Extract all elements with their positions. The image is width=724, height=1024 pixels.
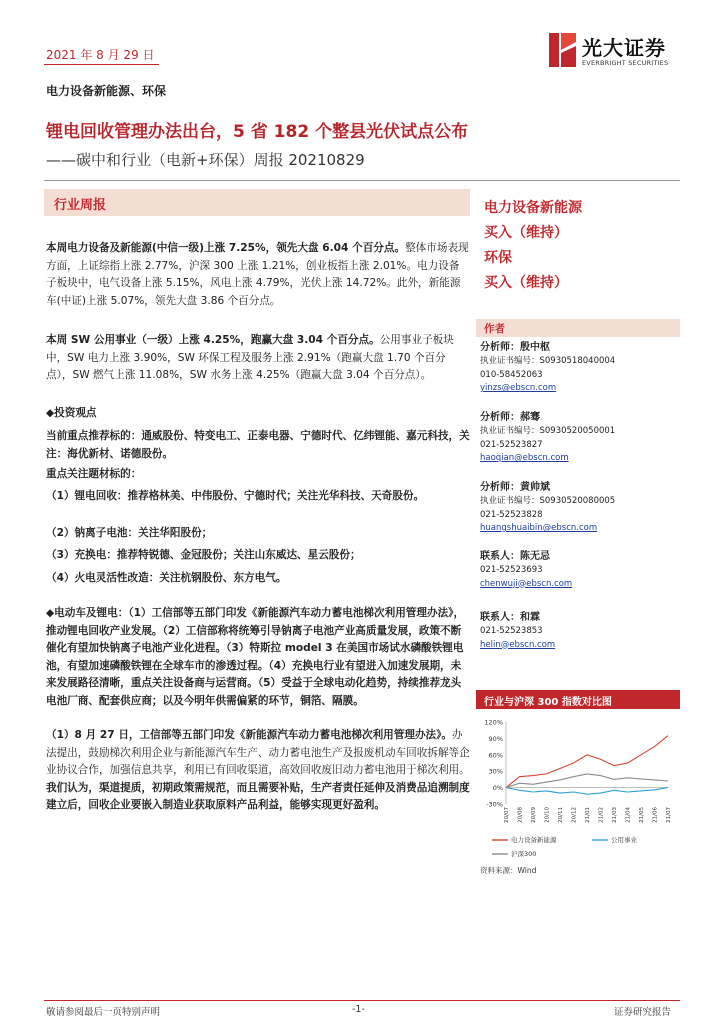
x-tick-label: 21/01 [585,807,591,823]
logo-name-en: EVERBRIGHT SECURITIES [582,59,669,67]
x-tick-label: 20/12 [571,807,578,823]
y-tick-label: 0% [492,784,503,793]
rating-value-1: 买入（维持） [484,225,568,241]
x-tick-label: 21/07 [666,807,672,823]
paragraph-recycling-body: 办法提出，鼓励梯次利用企业与新能源汽车生产、动力蓄电池生产及报废机动车回收拆解等企业协议合作，加强信息共享，利用已有回收渠道，高效回收废旧动力蓄电池用于梯次利用。 [46,729,470,776]
section-tag [44,189,470,216]
contact-email-link[interactable]: helin@ebscn.com [480,639,556,650]
series-line [506,736,668,788]
x-tick-label: 20/09 [531,807,537,823]
report-title: 锂电回收管理办法出台，5 省 182 个整县光伏试点公布 [46,122,469,142]
rating-value-2: 买入（维持） [484,275,568,291]
x-tick-label: 20/10 [544,807,551,823]
contact-phone: 021-52523853 [480,626,543,636]
x-tick-label: 21/05 [639,807,645,823]
recommend-line: 当前重点推荐标的：通威股份、特变电工、正泰电器、宁德时代、亿纬锂能、嘉元科技，关注：海优新材、诺德股份。 [46,430,470,460]
author-phone: 021-52523828 [480,509,543,520]
x-tick-label: 21/04 [625,807,632,823]
authors-header [476,319,680,337]
footer-report-type: 证券研究报告 [614,1007,672,1018]
focus-item: （3）充换电：推荐特锐德、金冠股份；关注山东威达、星云股份； [46,549,361,561]
report-subtitle: ——碳中和行业（电新+环保）周报 20210829 [46,151,365,169]
paragraph-utilities-lead: 本周 SW 公用事业（一级）上涨 4.25%，跑赢大盘 3.04 个百分点。 [46,334,380,346]
author-card [480,340,615,396]
author-card [480,480,615,536]
author-cert: 执业证书编号：S0930520080005 [480,496,616,506]
invest-heading: ◆投资观点 [46,407,97,419]
paragraph-market-body: 整体市场表现方面，上证综指上涨 2.77%，沪深 300 上涨 1.21%，创业板指上涨 2.01%。电力设备子板块中，电气设备上涨 5.15%，风电上涨 4.79%，光伏上涨 14.72%。此外，新能源车(中证)上涨 5.07%，领先大盘 3.86 个百分点。 [46,242,469,307]
paragraph-recycling [46,727,470,815]
author-phone: 010-58452063 [480,369,543,380]
contact-email-link[interactable]: chenwuji@ebscn.com [480,578,573,589]
chart-header-label: 行业与沪深 300 指数对比图 [484,697,612,708]
y-tick-label: -30% [486,800,503,809]
company-logo [546,30,696,74]
x-tick-label: 20/11 [558,807,564,823]
author-role: 分析师：殷中枢 [480,342,550,353]
sector-label: 电力设备新能源、环保 [46,84,167,98]
rating-sector-1: 电力设备新能源 [484,200,582,216]
rating-sector-2: 环保 [484,250,512,266]
contact-role: 联系人：陈无忌 [480,551,550,562]
focus-item: （2）钠离子电池：关注华阳股份； [46,527,213,539]
legend-label: 公用事业 [611,836,637,844]
author-email-link[interactable]: haoqian@ebscn.com [480,453,569,463]
author-role: 分析师：黄帅斌 [480,482,550,493]
legend-label: 电力设备新能源 [511,836,557,844]
author-email-link[interactable]: huangshuaibin@ebscn.com [480,523,598,533]
x-tick-label: 21/03 [612,807,618,823]
x-tick-label: 20/07 [504,807,510,823]
ev-battery-paragraph: ◆电动车及锂电：（1）工信部等五部门印发《新能源汽车动力蓄电池梯次利用管理办法》，推动锂电回收产业发展。（2）工信部称将统筹引导钠离子电池产业高质量发展，政策不断催化有望加快钠离子电池产业化进程。（3）特斯拉 model 3 在美国市场试水磷酸铁锂电池，有望加速磷酸铁锂在全球车市的渗透过程。（4）充换电行业有望进入加速发展期，未来发展路径清晰，重点关注设备商与运营商。（5）受益于全球电动化趋势，持续推荐龙头电池厂商、配套供应商；以及今明年供需偏紧的环节，铜箔、隔膜。 [46,607,465,707]
x-tick-label: 21/02 [598,807,605,823]
contact-phone: 021-52523693 [480,565,543,575]
paragraph-utilities-body: 公用事业子板块中，SW 电力上涨 3.90%，SW 环保工程及服务上涨 2.91%（跑赢大盘 1.70 个百分点），SW 燃气上涨 11.08%，SW 水务上涨 4.25%（跑赢大盘 3.04 个百分点）。 [46,334,454,381]
author-cert: 执业证书编号：S0930518040004 [480,356,616,366]
footer-divider [44,1000,680,1001]
contact-card [480,549,572,591]
paragraph-market [46,240,470,310]
logo-mark-icon [546,30,578,70]
y-tick-label: 90% [488,734,503,743]
author-phone: 021-52523827 [480,439,543,450]
paragraph-recycling-lead: （1）8 月 27 日，工信部等五部门印发《新能源汽车动力蓄电池梯次利用管理办法》。 [46,729,453,741]
series-line [506,788,668,795]
x-tick-label: 20/08 [517,807,524,823]
y-tick-label: 120% [484,718,503,727]
author-card [480,410,615,466]
paragraph-recycling-view: 我们认为，渠道提质，初期政策需规范，而且需要补贴，生产者责任延伸及消费品追溯制度建立后，回收企业要嵌入制造业获取原料产品利益，能够实现更好盈利。 [46,781,470,811]
author-role: 分析师：郝骞 [480,412,540,423]
contact-card [480,610,555,652]
section-tag-label: 行业周报 [54,198,107,213]
focus-heading: 重点关注题材标的： [46,468,142,480]
legend-label: 沪深300 [511,850,537,858]
paragraph-market-lead: 本周电力设备及新能源(中信一级)上涨 7.25%，领先大盘 6.04 个百分点。 [46,242,406,254]
authors-header-label: 作者 [484,323,505,335]
y-tick-label: 30% [488,767,503,776]
logo-name-cn: 光大证券 [582,36,666,60]
y-tick-label: 60% [488,751,503,760]
author-cert: 执业证书编号：S0930520050001 [480,426,616,436]
footer-disclaimer: 敬请参阅最后一页特别声明 [46,1007,161,1018]
date-underline [44,64,159,65]
focus-item: （1）锂电回收：推荐格林美、中伟股份、宁德时代；关注光华科技、天奇股份。 [46,490,425,502]
x-tick-label: 21/06 [652,807,659,823]
contact-role: 联系人：和霖 [480,612,540,623]
chart-source: 资料来源：Wind [480,866,537,875]
paragraph-utilities [46,332,470,385]
author-email-link[interactable]: yinzs@ebscn.com [480,383,557,393]
report-date: 2021 年 8 月 29 日 [46,48,155,62]
header-divider [44,180,680,181]
chart-header [476,690,680,709]
index-comparison-chart [476,714,680,864]
page-number: -1- [352,1004,365,1015]
focus-item: （4）火电灵活性改造：关注杭钢股份、东方电气。 [46,572,287,584]
